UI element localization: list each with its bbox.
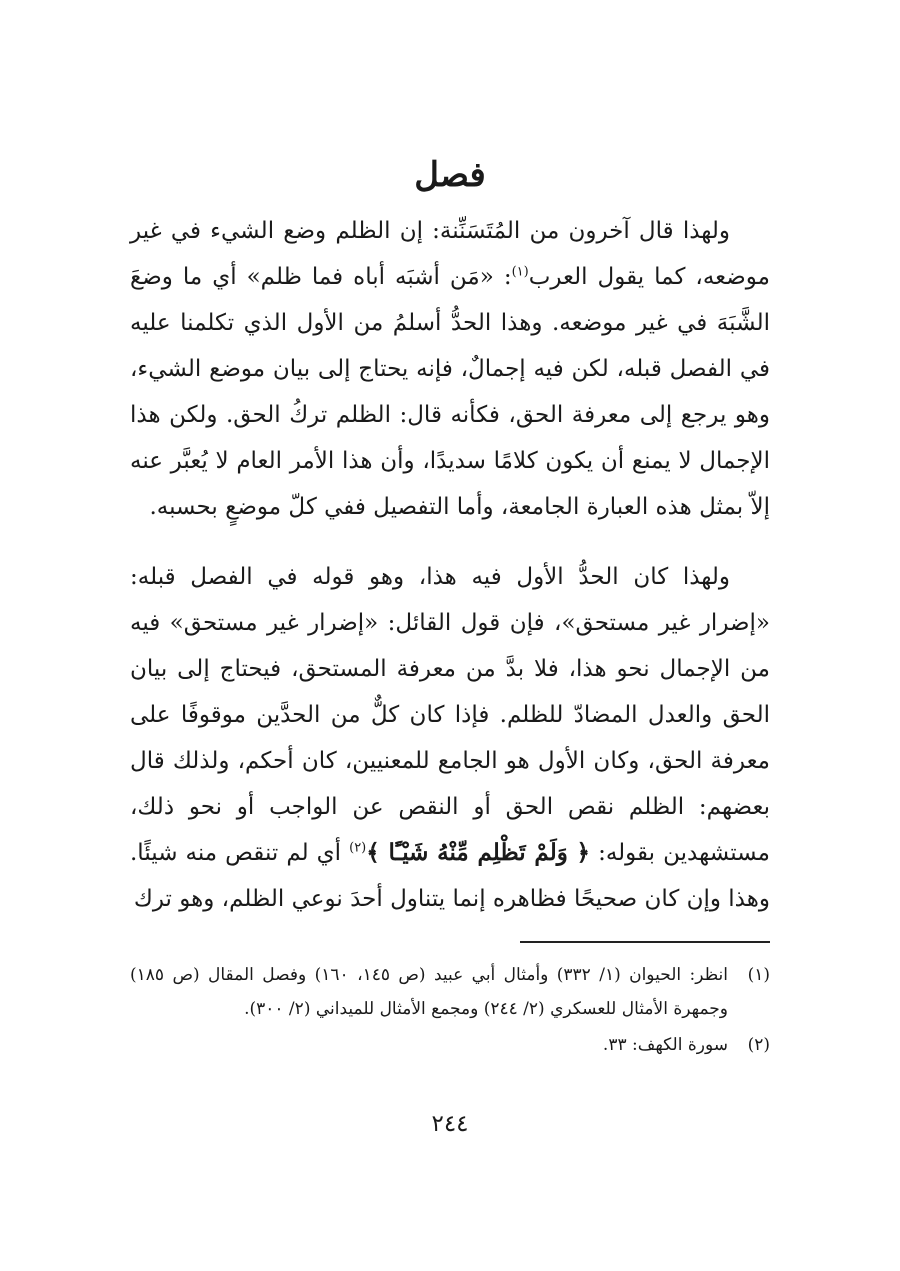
quran-verse: ﴿ وَلَمْ تَظْلِم مِّنْهُ شَيْـًٔا ﴾ [366,839,591,866]
footnote-1 [130,958,770,1026]
paragraph-1-part-a: ولهذا قال آخرون من المُتَسَنِّنة: إن الظلم وضع الشيء في غير موضعه، كما يقول العرب [130,218,770,290]
footnote-number: (١) [747,965,770,985]
footnote-divider [520,941,770,943]
footnote-number: (٢) [747,1035,770,1055]
footnote-2 [130,1028,770,1062]
paragraph-2 [130,554,770,922]
paragraph-2-part-b: أي لم تنقص منه شيئًا. وهذا وإن كان صحيحًا فظاهره إنما يتناول أحدَ نوعي الظلم، وهو ترك [130,840,770,912]
footnote-ref-1[interactable]: (١) [511,264,529,280]
paragraph-1-part-b: : «مَن أشبَه أباه فما ظلم» أي ما وضعَ الشَّبَهَ في غير موضعه. وهذا الحدُّ أسلمُ من الأول الذي تكلمنا عليه في الفصل قبله، لكن فيه إجمالٌ، فإنه يحتاج إلى بيان موضع الشيء، وهو يرجع إلى معرفة الحق، فكأنه قال: الظلم تركُ الحق. ولكن هذا الإجمال لا يمنع أن يكون كلامًا سديدًا، وأن هذا الأمر العام لا يُعبَّر عنه إلاّ بمثل هذه العبارة الجامعة، وأما التفصيل ففي كلّ موضعٍ بحسبه. [130,264,770,520]
footnote-text: انظر: الحيوان (١/ ٣٣٢) وأمثال أبي عبيد (ص ١٤٥، ١٦٠) وفصل المقال (ص ١٨٥) وجمهرة الأمثال للعسكري (٢/ ٢٤٤) ومجمع الأمثال للميداني (٢/ ٣٠٠). [130,965,728,1019]
footnote-text: سورة الكهف: ٣٣. [602,1035,728,1055]
paragraph-1 [130,208,770,530]
paragraph-2-part-a: ولهذا كان الحدُّ الأول فيه هذا، وهو قوله في الفصل قبله: «إضرار غير مستحق»، فإن قول القائل: «إضرار غير مستحق» فيه من الإجمال نحو هذا، فلا بدَّ من معرفة المستحق، فيحتاج إلى بيان الحق والعدل المضادّ للظلم. فإذا كان كلٌّ من الحدَّين موقوفًا على معرفة الحق، وكان الأول هو الجامع للمعنيين، كان أحكم، ولذلك قال بعضهم: الظلم نقص الحق أو النقص عن الواجب أو نحو ذلك، مستشهدين بقوله: [130,564,770,866]
footnote-ref-2[interactable]: (٢) [349,840,367,856]
page-number: ٢٤٤ [431,1111,469,1137]
main-text [130,208,770,922]
section-heading: فصل [414,155,486,195]
footnotes [130,958,770,1064]
